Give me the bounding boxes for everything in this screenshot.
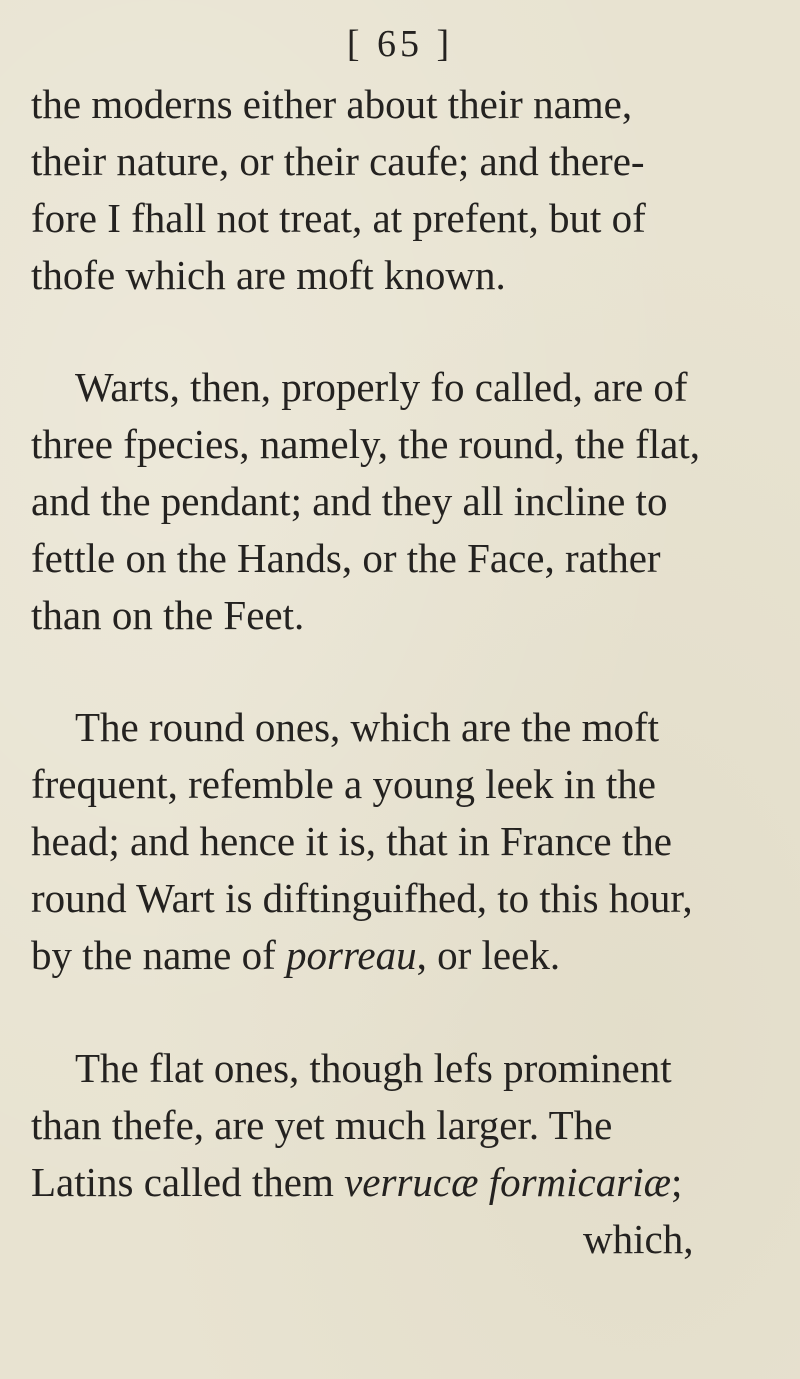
text-run: Latins called them: [31, 1159, 345, 1205]
text-line: three fpecies, namely, the round, the flat,: [31, 421, 701, 467]
text-line: frequent, refemble a young leek in the: [31, 761, 656, 807]
catchword: which,: [583, 1216, 694, 1262]
text-run: , or leek.: [416, 932, 561, 978]
italic-term: verrucæ formicariæ: [344, 1159, 671, 1205]
page-number-header: [ 65 ]: [346, 23, 454, 65]
text-line: than thefe, are yet much larger. The: [31, 1102, 613, 1148]
text-line: fettle on the Hands, or the Face, rather: [31, 535, 661, 581]
text-line: the moderns either about their name,: [31, 81, 633, 127]
text-line: and the pendant; and they all incline to: [31, 478, 668, 524]
text-line: than on the Feet.: [31, 592, 305, 638]
text-line: round Wart is diftinguifhed, to this hour,: [31, 875, 693, 921]
text-line: The flat ones, though lefs prominent: [75, 1045, 672, 1091]
text-line: thofe which are moft known.: [31, 252, 506, 298]
text-line: [31, 1159, 683, 1205]
italic-term: porreau: [286, 932, 417, 978]
text-line: fore I fhall not treat, at prefent, but of: [31, 195, 646, 241]
text-line: Warts, then, properly fo called, are of: [75, 364, 688, 410]
text-line: their nature, or their caufe; and there-: [31, 138, 645, 184]
text-line: head; and hence it is, that in France the: [31, 818, 672, 864]
text-line: The round ones, which are the moft: [75, 704, 660, 750]
text-run: by the name of: [31, 932, 287, 978]
text-line: [31, 932, 561, 978]
text-run: ;: [670, 1159, 683, 1205]
